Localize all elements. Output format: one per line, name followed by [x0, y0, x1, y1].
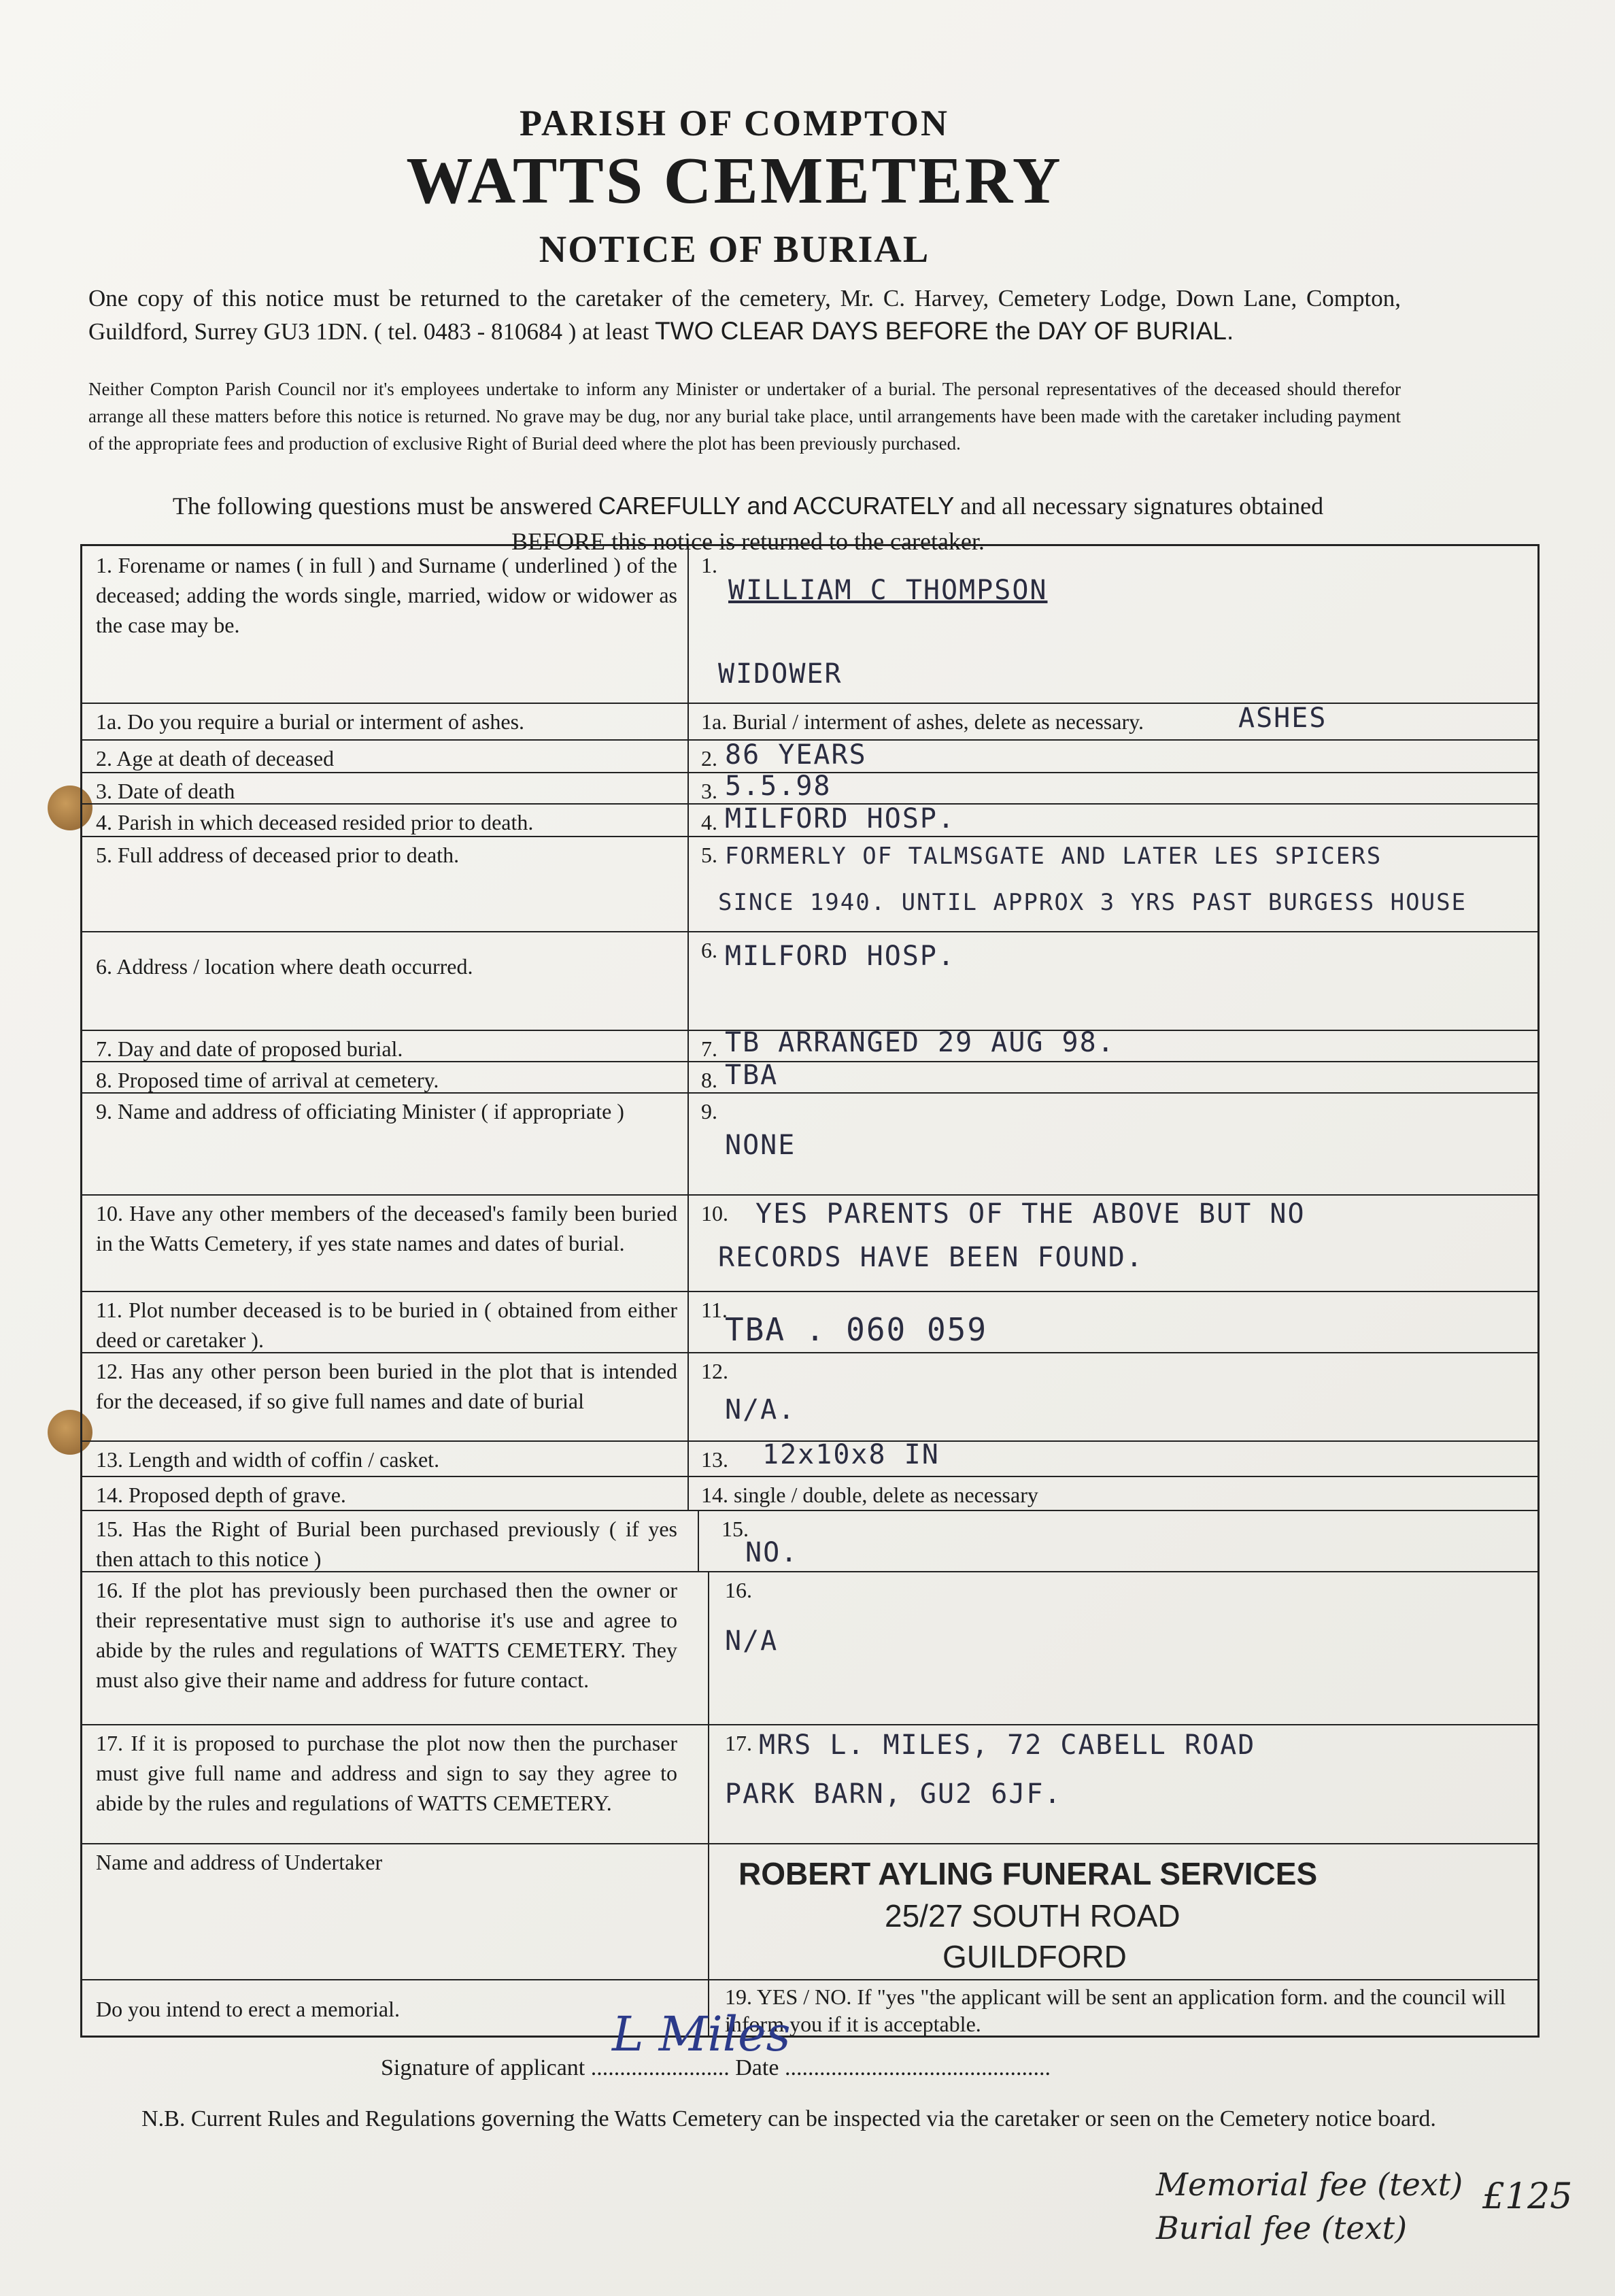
parish-title: PARISH OF COMPTON — [519, 103, 949, 144]
signature-dots: ........................ — [590, 2055, 730, 2080]
undertaker-stamp-line2: 25/27 SOUTH ROAD — [885, 1898, 1180, 1934]
answer-17-line2[interactable]: PARK BARN, GU2 6JF. — [725, 1778, 1062, 1810]
answer-13[interactable]: 12x10x8 IN — [762, 1439, 940, 1470]
form-row-15 — [82, 1510, 1537, 1572]
question-8: 8. Proposed time of arrival at cemetery. — [96, 1068, 439, 1092]
answer-11[interactable]: TBA . 060 059 — [725, 1311, 988, 1348]
form-row-13 — [82, 1440, 1537, 1477]
intro-copy-text: One copy of this notice must be returned to the caretaker of the cemetery, Mr. C. Harvey, Cemetery Lodge, Down Lane, Compton, Guildford, Surrey GU3 1DN. ( tel. 0483 - 810684 ) at least — [88, 285, 1401, 345]
form-row-1a — [82, 703, 1537, 741]
answer-4-prefix: 4. — [701, 810, 717, 834]
form-row-10 — [82, 1194, 1537, 1292]
answer-10-line2[interactable]: RECORDS HAVE BEEN FOUND. — [718, 1242, 1144, 1273]
question-6: 6. Address / location where death occurred. — [96, 954, 473, 979]
fee-amount: £125 — [1482, 2176, 1573, 2217]
form-row-14 — [82, 1476, 1537, 1511]
answer-7-prefix: 7. — [701, 1036, 717, 1061]
answer-2-prefix: 2. — [701, 746, 717, 771]
answer-5-line2[interactable]: SINCE 1940. UNTIL APPROX 3 YRS PAST BURGESS HOUSE — [718, 889, 1467, 916]
answer-13-prefix: 13. — [701, 1447, 728, 1472]
notice-title: NOTICE OF BURIAL — [539, 229, 930, 271]
question-1: 1. Forename or names ( in full ) and Surname ( underlined ) of the deceased; adding the words single, married, widow or widower as the case may be. — [96, 553, 677, 637]
question-16: 16. If the plot has previously been purchased then the owner or their representative must sign to authorise it's use and agree to abide by the rules and regulations of WATTS CEMETERY. They must also give their name and address for future contact. — [96, 1578, 677, 1692]
form-row-6 — [82, 931, 1537, 1031]
answer-2[interactable]: 86 YEARS — [725, 739, 867, 771]
form-row-11 — [82, 1291, 1537, 1353]
form-row-19 — [82, 1979, 1537, 2036]
margin-note-line1: Memorial fee (text) — [1156, 2166, 1463, 2203]
question-12: 12. Has any other person been buried in the plot that is intended for the deceased, if so give full names and date of burial — [96, 1359, 677, 1413]
form-row-17 — [82, 1724, 1537, 1844]
question-7: 7. Day and date of proposed burial. — [96, 1036, 403, 1061]
question-11: 11. Plot number deceased is to be buried in ( obtained from either deed or caretaker ). — [96, 1298, 677, 1352]
answer-3-prefix: 3. — [701, 779, 717, 803]
form-row-8 — [82, 1061, 1537, 1094]
question-5: 5. Full address of deceased prior to death. — [96, 843, 460, 867]
answer-11-prefix: 11. — [701, 1298, 728, 1322]
answer-19: 19. YES / NO. If "yes "the applicant will be sent an application form. and the council will inform you if it is acceptable. — [725, 1985, 1506, 2036]
answer-9[interactable]: NONE — [725, 1130, 796, 1161]
instructions-post: and all necessary signatures obtained — [960, 492, 1324, 520]
answer-15-prefix: 15. — [721, 1517, 749, 1541]
burial-form-table — [80, 544, 1540, 2038]
question-1a: 1a. Do you require a burial or interment of ashes. — [96, 709, 525, 734]
cemetery-title: WATTS CEMETERY — [406, 144, 1063, 218]
question-3: 3. Date of death — [96, 779, 235, 803]
answer-6[interactable]: MILFORD HOSP. — [725, 941, 956, 972]
answer-1-name[interactable]: WILLIAM C THOMPSON — [728, 575, 1048, 606]
answer-5-line1[interactable]: FORMERLY OF TALMSGATE AND LATER LES SPICERS — [725, 843, 1382, 870]
instructions-pre: The following questions must be answered — [172, 492, 592, 520]
answer-10-line1[interactable]: YES PARENTS OF THE ABOVE BUT NO — [755, 1198, 1306, 1230]
fine-print: Neither Compton Parish Council nor it's employees undertake to inform any Minister or undertaker of a burial. The personal representatives of the deceased should therefor arrange all these matters before this notice is returned. No grave may be dug, nor any burial take place, until arrangements have been made with the caretaker including payment of the appropriate fees and production of exclusive Right of Burial deed where the plot has been previously purchased. — [88, 379, 1401, 454]
question-15: 15. Has the Right of Burial been purchased previously ( if yes then attach to this notice ) — [96, 1517, 677, 1571]
question-10: 10. Have any other members of the deceased's family been buried in the Watts Cemetery, if yes state names and dates of burial. — [96, 1201, 677, 1255]
answer-1-prefix: 1. — [701, 553, 717, 577]
form-row-1 — [82, 546, 1537, 704]
answer-15[interactable]: NO. — [745, 1537, 799, 1568]
date-dots: .............................................. — [784, 2055, 1051, 2080]
answer-1a-prefix: 1a. Burial / interment of ashes, delete as necessary. — [701, 709, 1144, 734]
undertaker-stamp-line1: ROBERT AYLING FUNERAL SERVICES — [738, 1856, 1318, 1891]
answer-17-line1[interactable]: MRS L. MILES, 72 CABELL ROAD — [759, 1729, 1256, 1761]
form-row-5 — [82, 836, 1537, 932]
intro-paragraph — [88, 282, 1401, 348]
answer-12[interactable]: N/A. — [725, 1394, 796, 1425]
nb-note: N.B. Current Rules and Regulations governing the Watts Cemetery can be inspected via the caretaker or seen on the Cemetery notice board. — [141, 2106, 1436, 2131]
question-19: Do you intend to erect a memorial. — [96, 1997, 400, 2021]
form-row-2 — [82, 739, 1537, 773]
answer-3[interactable]: 5.5.98 — [725, 771, 832, 802]
applicant-signature[interactable]: L Miles — [612, 2006, 791, 2062]
question-17: 17. If it is proposed to purchase the plot now then the purchaser must give full name and address and sign to say they agree to abide by the rules and regulations of WATTS CEMETERY. — [96, 1731, 677, 1815]
answer-12-prefix: 12. — [701, 1359, 728, 1383]
form-row-3 — [82, 772, 1537, 805]
answer-16[interactable]: N/A — [725, 1625, 779, 1657]
answer-10-prefix: 10. — [701, 1201, 728, 1226]
undertaker-stamp-line3: GUILDFORD — [942, 1939, 1127, 1974]
instructions-emphasis: CAREFULLY and ACCURATELY — [598, 492, 955, 520]
form-row-9 — [82, 1092, 1537, 1196]
answer-6-prefix: 6. — [701, 938, 717, 962]
intro-emphasis: TWO CLEAR DAYS BEFORE the DAY OF BURIAL. — [655, 317, 1234, 345]
answer-5-prefix: 5. — [701, 843, 717, 867]
question-9: 9. Name and address of officiating Minister ( if appropriate ) — [96, 1099, 624, 1124]
answer-8[interactable]: TBA — [725, 1060, 779, 1091]
answer-7[interactable]: TB ARRANGED 29 AUG 98. — [725, 1027, 1115, 1058]
margin-note-line2: Burial fee (text) — [1156, 2210, 1408, 2246]
date-label: Date — [735, 2055, 779, 2080]
form-row-18 — [82, 1843, 1537, 1980]
instructions-line2: BEFORE this notice is returned to the caretaker. — [511, 528, 985, 555]
question-14: 14. Proposed depth of grave. — [96, 1483, 346, 1507]
question-13: 13. Length and width of coffin / casket. — [96, 1447, 440, 1472]
answer-8-prefix: 8. — [701, 1068, 717, 1092]
question-undertaker: Name and address of Undertaker — [96, 1850, 383, 1874]
form-row-16 — [82, 1571, 1537, 1725]
form-row-7 — [82, 1027, 1537, 1062]
answer-14-options: 14. single / double, delete as necessary — [701, 1483, 1038, 1507]
question-4: 4. Parish in which deceased resided prior to death. — [96, 810, 534, 834]
form-row-4 — [82, 803, 1537, 837]
answer-16-prefix: 16. — [725, 1578, 752, 1602]
question-2: 2. Age at death of deceased — [96, 746, 335, 771]
answer-1a-value[interactable]: ASHES — [1238, 703, 1327, 734]
answer-9-prefix: 9. — [701, 1099, 717, 1124]
answer-17-prefix: 17. — [725, 1731, 752, 1755]
form-row-12 — [82, 1352, 1537, 1442]
answer-1-status[interactable]: WIDOWER — [718, 658, 843, 690]
answer-4[interactable]: MILFORD HOSP. — [725, 803, 956, 834]
margin-handwriting — [1156, 2163, 1463, 2250]
signature-label: Signature of applicant — [381, 2055, 585, 2080]
